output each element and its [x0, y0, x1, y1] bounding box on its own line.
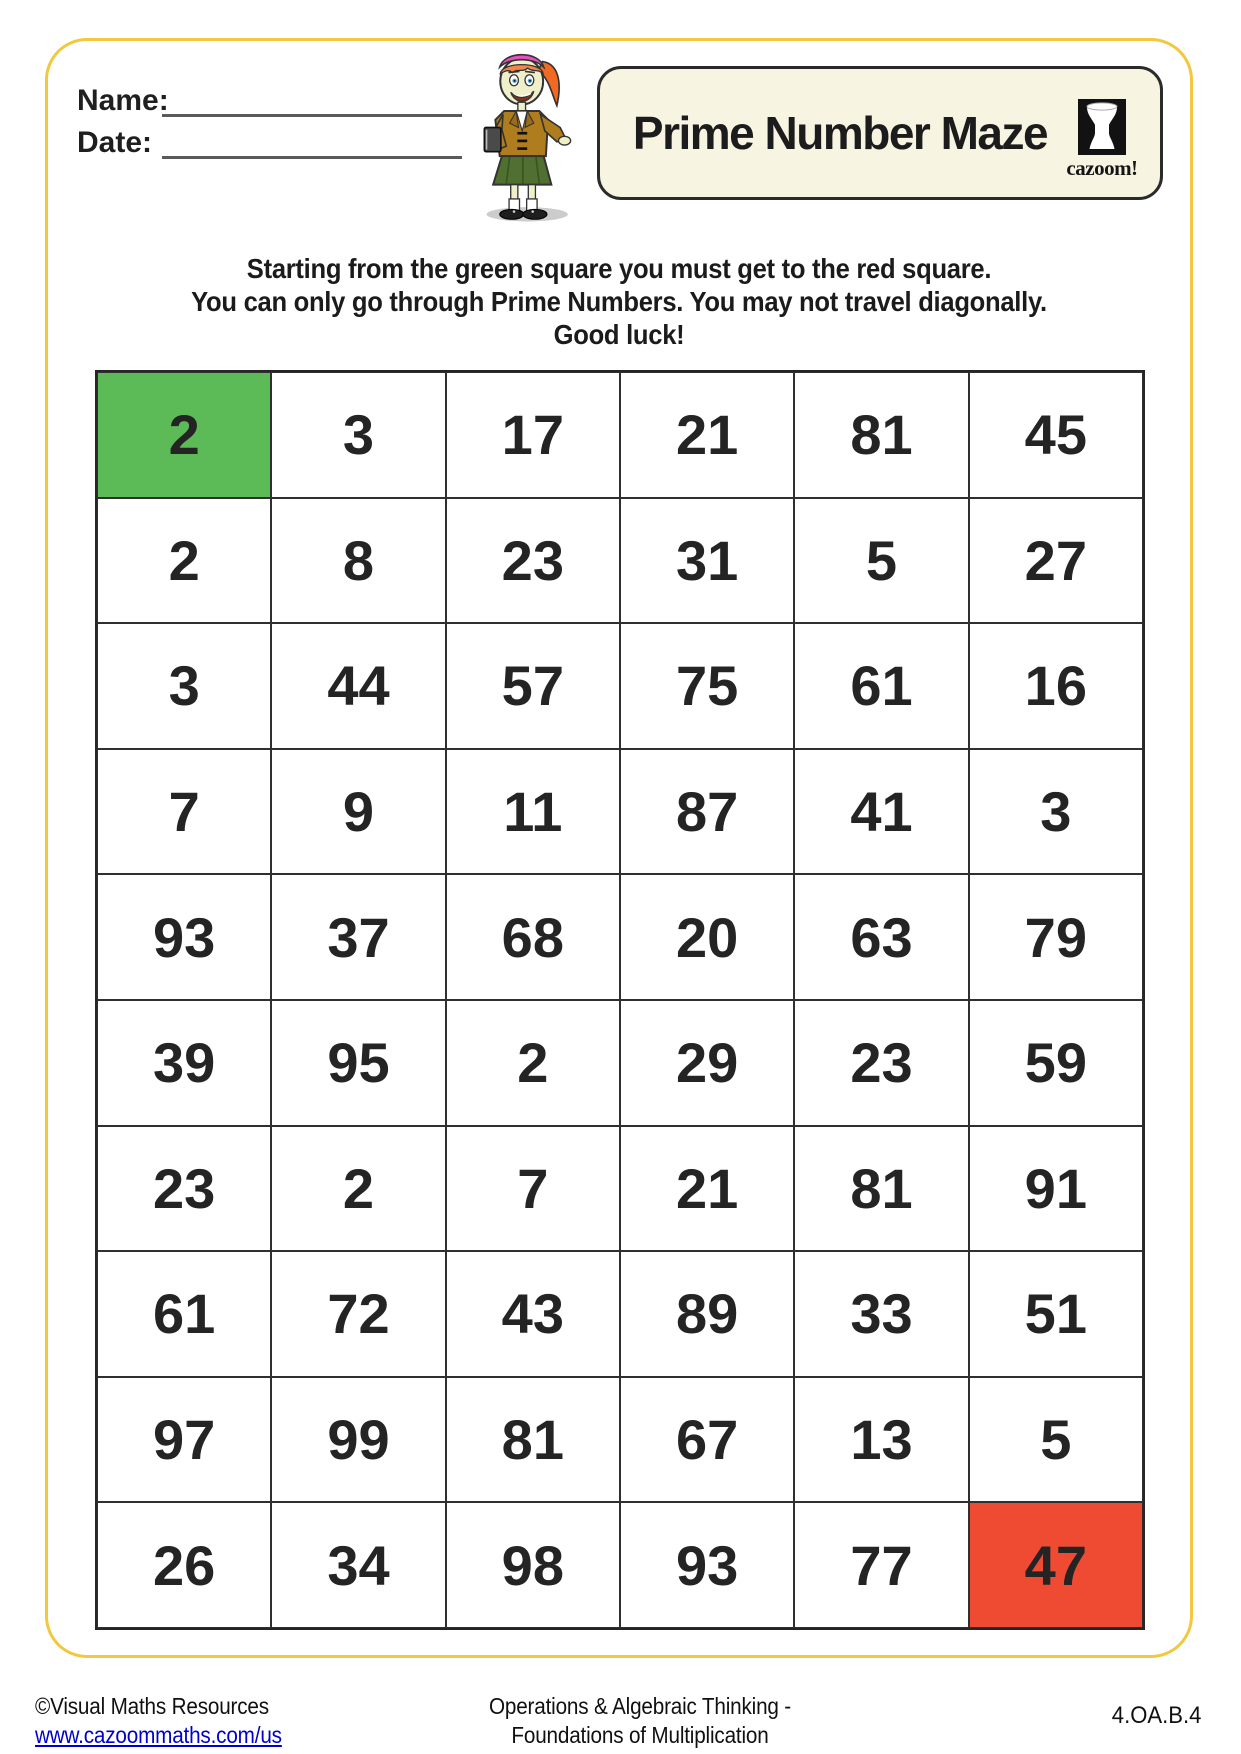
maze-cell: 34	[271, 1502, 445, 1628]
cazoom-link[interactable]: www.cazoommaths.com/us	[35, 1722, 282, 1748]
maze-cell: 72	[271, 1251, 445, 1377]
maze-cell: 31	[620, 498, 794, 624]
maze-cell: 87	[620, 749, 794, 875]
maze-cell: 81	[794, 372, 968, 498]
maze-cell: 2	[271, 1126, 445, 1252]
maze-cell: 5	[969, 1377, 1143, 1503]
instructions	[85, 252, 1153, 351]
cazoom-logo	[1052, 99, 1152, 181]
maze-cell: 26	[97, 1502, 271, 1628]
maze-cell: 61	[794, 623, 968, 749]
maze-cell: 98	[446, 1502, 620, 1628]
maze-cell: 39	[97, 1000, 271, 1126]
standard-line-1: Operations & Algebraic Thinking -	[488, 1693, 792, 1719]
maze-cell: 3	[969, 749, 1143, 875]
maze-cell: 17	[446, 372, 620, 498]
maze-cell: 44	[271, 623, 445, 749]
maze-cell: 11	[446, 749, 620, 875]
maze-cell: 91	[969, 1126, 1143, 1252]
instructions-line-3: Good luck!	[553, 319, 685, 350]
maze-cell: 37	[271, 874, 445, 1000]
maze-cell: 45	[969, 372, 1143, 498]
maze-cell: 23	[794, 1000, 968, 1126]
maze-cell: 51	[969, 1251, 1143, 1377]
maze-cell: 68	[446, 874, 620, 1000]
maze-cell: 20	[620, 874, 794, 1000]
maze-cell: 23	[446, 498, 620, 624]
name-label: Name:	[77, 84, 169, 117]
maze-start-cell: 2	[97, 372, 271, 498]
maze-cell: 81	[794, 1126, 968, 1252]
maze-cell: 67	[620, 1377, 794, 1503]
maze-cell: 29	[620, 1000, 794, 1126]
maze-cell: 16	[969, 623, 1143, 749]
date-write-line	[162, 156, 462, 159]
maze-cell: 97	[97, 1377, 271, 1503]
name-write-line	[162, 114, 462, 117]
title-box	[597, 66, 1163, 200]
maze-cell: 79	[969, 874, 1143, 1000]
copyright-text: ©Visual Maths Resources	[35, 1693, 269, 1719]
maze-cell: 7	[446, 1126, 620, 1252]
footer-standard	[370, 1692, 910, 1750]
maze-cell: 93	[620, 1502, 794, 1628]
maze-cell: 2	[97, 498, 271, 624]
maze-cell: 5	[794, 498, 968, 624]
maze-cell: 59	[969, 1000, 1143, 1126]
footer-left	[35, 1692, 282, 1750]
maze-cell: 33	[794, 1251, 968, 1377]
maze-cell: 43	[446, 1251, 620, 1377]
maze-cell: 89	[620, 1251, 794, 1377]
maze-cell: 9	[271, 749, 445, 875]
maze-cell: 27	[969, 498, 1143, 624]
maze-cell: 3	[97, 623, 271, 749]
standard-code: 4.OA.B.4	[1111, 1702, 1201, 1729]
drum-icon	[1078, 99, 1126, 155]
maze-cell: 81	[446, 1377, 620, 1503]
maze-cell: 61	[97, 1251, 271, 1377]
schoolgirl-illustration	[470, 44, 580, 222]
maze-cell: 3	[271, 372, 445, 498]
maze-cell: 57	[446, 623, 620, 749]
maze-cell: 41	[794, 749, 968, 875]
maze-cell: 8	[271, 498, 445, 624]
maze-end-cell: 47	[969, 1502, 1143, 1628]
worksheet-title: Prime Number Maze	[632, 107, 1048, 159]
maze-cell: 21	[620, 1126, 794, 1252]
maze-cell: 77	[794, 1502, 968, 1628]
maze-cell: 13	[794, 1377, 968, 1503]
cazoom-logo-text: cazoom!	[1066, 156, 1138, 180]
maze-cell: 93	[97, 874, 271, 1000]
date-label: Date:	[77, 126, 153, 159]
maze-cell: 95	[271, 1000, 445, 1126]
maze-cell: 21	[620, 372, 794, 498]
standard-line-2: Foundations of Multiplication	[511, 1722, 769, 1748]
maze-cell: 23	[97, 1126, 271, 1252]
maze-cell: 7	[97, 749, 271, 875]
maze-cell: 2	[446, 1000, 620, 1126]
instructions-line-2: You can only go through Prime Numbers. You may not travel diagonally.	[191, 286, 1047, 317]
maze-cell: 75	[620, 623, 794, 749]
maze-cell: 99	[271, 1377, 445, 1503]
instructions-line-1: Starting from the green square you must get to the red square.	[246, 253, 992, 284]
maze-cell: 63	[794, 874, 968, 1000]
maze-grid	[95, 370, 1145, 1630]
